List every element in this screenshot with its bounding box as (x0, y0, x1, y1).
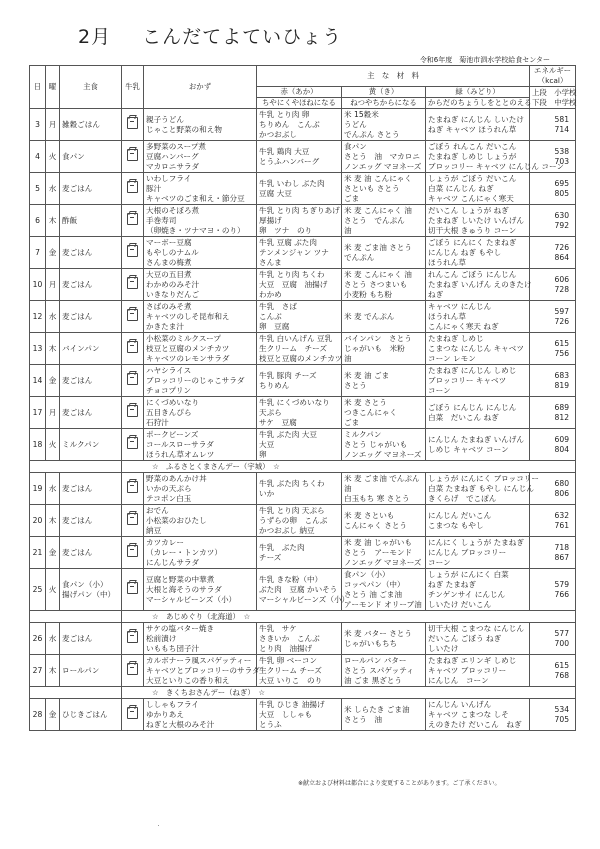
green-cell: たまねぎ にんじん しいたけ ねぎ キャベツ ほうれん草 (426, 109, 530, 141)
dishes-cell: カルボナーラ風スパゲッティー キャベツとブロッコリーのサラダ 大豆といりこの香り和え (144, 655, 257, 687)
milk-cell (122, 333, 144, 365)
dishes-cell: ハヤシライス ブロッコリーのじゃこサラダ チョコプリン (144, 365, 257, 397)
col-day: 日 (30, 66, 46, 109)
staple-cell: 雑穀ごはん (60, 109, 122, 141)
yellow-cell: 米 しらたき ごま油 さとう 油 (342, 699, 426, 731)
energy-cell: 695 805 (530, 173, 576, 205)
staple-cell: ひじきごはん (60, 699, 122, 731)
dishes-cell: サケの塩バター焼き 松前漬け いももち団子汁 (144, 623, 257, 655)
energy-cell: 577 700 (530, 623, 576, 655)
energy-cell: 534 705 (530, 699, 576, 731)
energy-cell: 597 726 (530, 301, 576, 333)
header-row (30, 66, 576, 87)
energy-cell: 632 761 (530, 505, 576, 537)
menu-row (30, 537, 576, 569)
yellow-cell: 米 麦 さといも こんにゃく さとう (342, 505, 426, 537)
milk-cell (122, 173, 144, 205)
staple-cell: ロールパン (60, 655, 122, 687)
weekday-cell: 水 (46, 301, 60, 333)
green-cell: たまねぎ にんじん しめじ ブロッコリー キャベツ コーン (426, 365, 530, 397)
energy-cell: 726 864 (530, 237, 576, 269)
weekday-cell: 金 (46, 537, 60, 569)
yellow-desc: ねつやちからになる (342, 98, 426, 109)
milk-cell (122, 205, 144, 237)
menu-row (30, 473, 576, 505)
energy-cell: 630 792 (530, 205, 576, 237)
weekday-cell: 月 (46, 269, 60, 301)
day-cell: 17 (30, 397, 46, 429)
energy-cell: 689 812 (530, 397, 576, 429)
energy-cell: 615 756 (530, 333, 576, 365)
milk-cell (122, 301, 144, 333)
red-cell: 牛乳 鶏肉 大豆 とうふハンバーグ (257, 141, 342, 173)
milk-carton-icon (127, 481, 138, 493)
milk-carton-icon (127, 117, 138, 129)
yellow-cell: 米 麦 油 こんにゃく さといも さとう ごま (342, 173, 426, 205)
weekday-cell: 金 (46, 699, 60, 731)
menu-row (30, 301, 576, 333)
energy-cell: 606 728 (530, 269, 576, 301)
yellow-cell: 米 麦 ごま油 でんぷん 油 白玉もち 寒 さとう (342, 473, 426, 505)
event-row-1: ☆ ふるさとくまさんデー（宇城） ☆ (30, 461, 576, 473)
staple-cell: 酢飯 (60, 205, 122, 237)
milk-cell (122, 623, 144, 655)
milk-cell (122, 141, 144, 173)
menu-body-4 (30, 699, 576, 731)
day-cell: 18 (30, 429, 46, 461)
weekday-cell: 木 (46, 655, 60, 687)
menu-row (30, 205, 576, 237)
milk-cell (122, 397, 144, 429)
red-cell: 牛乳 とり肉 ちぎりあげ 厚揚げ 卵 ツナ のり (257, 205, 342, 237)
energy-cell: 609 804 (530, 429, 576, 461)
dishes-cell: ししゃもフライ ゆかりあえ ねぎと大根のみそ汁 (144, 699, 257, 731)
red-cell: 牛乳 サケ さきいか こんぶ とり肉 油揚げ (257, 623, 342, 655)
milk-carton-icon (127, 373, 138, 385)
milk-carton-icon (127, 513, 138, 525)
red-cell: 牛乳 にくづめいなり 天ぷら サケ 豆腐 (257, 397, 342, 429)
menu-row (30, 623, 576, 655)
milk-cell (122, 429, 144, 461)
month-label: 2月 (78, 26, 112, 48)
day-cell: 5 (30, 173, 46, 205)
milk-carton-icon (127, 245, 138, 257)
menu-row (30, 397, 576, 429)
yellow-cell: ロールパン バター さとう スパゲッティ 油 ごま 黒ざとう (342, 655, 426, 687)
dishes-cell: いわしフライ 豚汁 キャベツのごま和え・節分豆 (144, 173, 257, 205)
dishes-cell: 大根のそぼろ煮 手巻寿司 （卵焼き・ツナマヨ・のり） (144, 205, 257, 237)
milk-cell (122, 699, 144, 731)
menu-row (30, 699, 576, 731)
green-cell: れんこん ごぼう にんじん たまねぎ いんげん えのきたけ ねぎ (426, 269, 530, 301)
weekday-cell: 水 (46, 623, 60, 655)
dishes-cell: 多野菜のスープ煮 豆腐ハンバーグ マカロニサラダ (144, 141, 257, 173)
col-energy: エネルギー （kcal） (530, 66, 576, 87)
staple-cell: 麦ごはん (60, 237, 122, 269)
milk-carton-icon (127, 437, 138, 449)
green-cell: にんにく しょうが たまねぎ にんじん ブロッコリー コーン (426, 537, 530, 569)
menu-row (30, 173, 576, 205)
weekday-cell: 金 (46, 365, 60, 397)
dishes-cell: 小松菜のミルクスープ 枝豆と豆腐のメンチカツ キャベツのレモンサラダ (144, 333, 257, 365)
staple-cell: 麦ごはん (60, 505, 122, 537)
weekday-cell: 木 (46, 333, 60, 365)
yellow-cell: 米 麦 バター さとう じゃがいもちち (342, 623, 426, 655)
col-red: 赤（あか） (257, 87, 342, 98)
menu-row (30, 655, 576, 687)
day-cell: 21 (30, 537, 46, 569)
col-dishes: おかず (144, 66, 257, 109)
day-cell: 27 (30, 655, 46, 687)
menu-body-2 (30, 473, 576, 611)
red-cell: 牛乳 ぶた肉 ちくわ いか (257, 473, 342, 505)
red-cell: 牛乳 きな粉（中） ぶた肉 豆腐 かいそう マーシャルビーンズ（小） (257, 569, 342, 611)
milk-carton-icon (127, 213, 138, 225)
yellow-cell: 米 麦 でんぷん (342, 301, 426, 333)
menu-body-1 (30, 109, 576, 461)
milk-carton-icon (127, 405, 138, 417)
red-cell: 牛乳 いわし ぶた肉 豆腐 大豆 (257, 173, 342, 205)
menu-row (30, 429, 576, 461)
yellow-cell: バインパン さとう じゃがいも 米粉 油 (342, 333, 426, 365)
green-cell: にんじん たまねぎ いんげん しめじ キャベツ コーン (426, 429, 530, 461)
dishes-cell: おでん 小松菜のおひたし 納豆 (144, 505, 257, 537)
weekday-cell: 水 (46, 173, 60, 205)
menu-row (30, 569, 576, 611)
milk-cell (122, 655, 144, 687)
milk-cell (122, 109, 144, 141)
menu-row (30, 269, 576, 301)
day-cell: 3 (30, 109, 46, 141)
green-cell: しょうが ごぼう だいこん 白菜 にんじん ねぎ キャベツ こんにゃく寒天 (426, 173, 530, 205)
green-cell: だいこん しょうが ねぎ たまねぎ しいたけ いんげん 切干大根 きゅうり コーン (426, 205, 530, 237)
red-cell: 牛乳 ひじき 油揚げ 大豆 ししゃも とうふ (257, 699, 342, 731)
day-cell: 7 (30, 237, 46, 269)
energy-cell: 718 867 (530, 537, 576, 569)
energy-cell: 680 806 (530, 473, 576, 505)
page-title (78, 22, 342, 49)
menu-row (30, 141, 576, 173)
dishes-cell: 豆腐と野菜の中華煮 大根と海そうのサラダ マーシャルビーンズ（小） (144, 569, 257, 611)
milk-carton-icon (127, 545, 138, 557)
day-cell: 12 (30, 301, 46, 333)
dishes-cell: 親子うどん じゃこと野菜の和え物 (144, 109, 257, 141)
col-green: 緑（みどり） (426, 87, 530, 98)
red-cell: 牛乳 豚肉 チーズ ちりめん (257, 365, 342, 397)
dishes-cell: 野菜のあんかけ丼 いかの天ぷら テコポン白玉 (144, 473, 257, 505)
weekday-cell: 火 (46, 569, 60, 611)
milk-carton-icon (127, 341, 138, 353)
day-cell: 20 (30, 505, 46, 537)
day-cell: 6 (30, 205, 46, 237)
weekday-cell: 木 (46, 205, 60, 237)
day-cell: 10 (30, 269, 46, 301)
menu-row (30, 237, 576, 269)
weekday-cell: 水 (46, 473, 60, 505)
yellow-cell: 米 麦 油 ごま さとう (342, 365, 426, 397)
energy-cell: 581 714 (530, 109, 576, 141)
staple-cell: 麦ごはん (60, 397, 122, 429)
red-cell: 牛乳 とり肉 ちくわ 大豆 豆腐 油揚げ わかめ (257, 269, 342, 301)
menu-row (30, 109, 576, 141)
dishes-cell: にくづめいなり 五目きんぴら 石狩汁 (144, 397, 257, 429)
red-cell: 牛乳 白いんげん 豆乳 生クリーム チーズ 枝豆と豆腐のメンチカツ (257, 333, 342, 365)
green-cell: たまねぎ エリンギ しめじ キャベツ ブロッコリー にんじん コーン (426, 655, 530, 687)
energy-cell: 538 703 (530, 141, 576, 173)
milk-carton-icon (127, 181, 138, 193)
menu-row (30, 505, 576, 537)
weekday-cell: 木 (46, 505, 60, 537)
yellow-cell: 米 麦 こんにゃく 油 さとう でんぷん 油 (342, 205, 426, 237)
red-cell: 牛乳 卵 ベーコン 生クリーム チーズ 大豆 いりこ のり (257, 655, 342, 687)
milk-carton-icon (127, 663, 138, 675)
staple-cell: ミルクパン (60, 429, 122, 461)
col-ingredients: 主 な 材 料 (257, 66, 530, 87)
weekday-cell: 火 (46, 141, 60, 173)
milk-carton-icon (127, 707, 138, 719)
green-cell: たまねぎ しめじ こまつな にんじん キャベツ コーン レモン (426, 333, 530, 365)
staple-cell: バインパン (60, 333, 122, 365)
yellow-cell: 食パン さとう 油 マカロニ ノンエッグ マヨネーズ (342, 141, 426, 173)
dishes-cell: マーボー豆腐 もやしのナムル さんまの梅煮 (144, 237, 257, 269)
staple-cell: 麦ごはん (60, 173, 122, 205)
yellow-cell: 米 麦 さとう つきこんにゃく ごま (342, 397, 426, 429)
energy-cell: 615 768 (530, 655, 576, 687)
staple-cell: 麦ごはん (60, 269, 122, 301)
milk-carton-icon (127, 277, 138, 289)
col-milk: 牛乳 (122, 66, 144, 109)
staple-cell: 食パン（小） 揚げパン（中） (60, 569, 122, 611)
col-yellow: 黄（き） (342, 87, 426, 98)
day-cell: 14 (30, 365, 46, 397)
menu-title: こんだてよていひょう (142, 26, 343, 48)
yellow-cell: ミルクパン さとう じゃがいも ノンエッグ マヨネーズ (342, 429, 426, 461)
milk-cell (122, 505, 144, 537)
red-cell: 牛乳 さば こんぶ 卵 豆腐 (257, 301, 342, 333)
day-cell: 25 (30, 569, 46, 611)
green-desc: からだのちょうしをととのえる (426, 98, 530, 109)
milk-carton-icon (127, 309, 138, 321)
red-cell: 牛乳 とり肉 卵 ちりめん こんぶ かつおぶし (257, 109, 342, 141)
day-cell: 28 (30, 699, 46, 731)
yellow-cell: 米 麦 こんにゃく 油 さとう さつまいも 小麦粉 もち粉 (342, 269, 426, 301)
weekday-cell: 月 (46, 109, 60, 141)
col-weekday: 曜 (46, 66, 60, 109)
weekday-cell: 月 (46, 397, 60, 429)
menu-table (29, 65, 576, 731)
green-cell: しょうが にんにく ブロッコリー 白菜 たまねぎ もやし にんじん きくらげ でこぽん (426, 473, 530, 505)
yellow-cell: 米 麦 ごま油 さとう でんぷん (342, 237, 426, 269)
green-cell: ごぼう にんにく たまねぎ にんじん ねぎ もやし ほうれん草 (426, 237, 530, 269)
day-cell: 4 (30, 141, 46, 173)
event-row-2: ☆ あじめぐり（北海道） ☆ (30, 611, 576, 623)
event-row-3: ☆ きくちおさんデー（ねぎ） ☆ (30, 687, 576, 699)
milk-carton-icon (127, 631, 138, 643)
day-cell: 19 (30, 473, 46, 505)
milk-carton-icon (127, 149, 138, 161)
milk-cell (122, 237, 144, 269)
milk-cell (122, 473, 144, 505)
col-staple: 主食 (60, 66, 122, 109)
staple-cell: 麦ごはん (60, 473, 122, 505)
menu-row (30, 365, 576, 397)
green-cell: キャベツ にんじん ほうれん草 こんにゃく寒天 ねぎ (426, 301, 530, 333)
red-cell: 牛乳 とり肉 天ぷら うずらの卵 こんぶ かつおぶし 納豆 (257, 505, 342, 537)
energy-note: 上段 小学校 下段 中学校 (530, 87, 576, 109)
red-cell: 牛乳 ぶた肉 チーズ (257, 537, 342, 569)
yellow-cell: 米 麦 油 じゃがいも さとう アーモンド ノンエッグ マヨネーズ (342, 537, 426, 569)
speck (158, 825, 159, 826)
dishes-cell: カツカレー （カレー・トンカツ） にんじんサラダ (144, 537, 257, 569)
center-name: 令和6年度 菊池市泗水学校給食センター (419, 56, 550, 64)
milk-cell (122, 537, 144, 569)
footnote: ※献立および材料は都合により変更することがあります。ご了承ください。 (298, 780, 501, 787)
milk-carton-icon (127, 582, 138, 594)
milk-cell (122, 569, 144, 611)
staple-cell: 食パン (60, 141, 122, 173)
red-desc: ちやにくやほねになる (257, 98, 342, 109)
green-cell: にんじん だいこん こまつな もやし (426, 505, 530, 537)
green-cell: 切干大根 こまつな にんじん だいこん ごぼう ねぎ しいたけ (426, 623, 530, 655)
weekday-cell: 火 (46, 429, 60, 461)
staple-cell: 麦ごはん (60, 365, 122, 397)
menu-body-3 (30, 623, 576, 687)
dishes-cell: さばのみそ煮 キャベツのしそ昆布和え かきたま汁 (144, 301, 257, 333)
weekday-cell: 金 (46, 237, 60, 269)
day-cell: 26 (30, 623, 46, 655)
green-cell: ごぼう れんこん だいこん たまねぎ しめじ しょうが ブロッコリー キャベツ にんじん コーン (426, 141, 530, 173)
dishes-cell: ポークビーンズ コールスローサラダ ほうれん草オムレツ (144, 429, 257, 461)
staple-cell: 麦ごはん (60, 301, 122, 333)
energy-cell: 579 766 (530, 569, 576, 611)
yellow-cell: 食パン（小） コッペパン（中） さとう 油 ごま油 アーモンド オリーブ油 (342, 569, 426, 611)
menu-row (30, 333, 576, 365)
milk-cell (122, 269, 144, 301)
red-cell: 牛乳 ぶた肉 大豆 大豆 卵 (257, 429, 342, 461)
green-cell: ごぼう にんじん にんじん 白菜 だいこん ねぎ (426, 397, 530, 429)
green-cell: しょうが にんにく 白菜 ねぎ たまねぎ チンゲンサイ にんじん しいたけ だいこん (426, 569, 530, 611)
energy-cell: 683 819 (530, 365, 576, 397)
red-cell: 牛乳 豆腐 ぶた肉 テンメンジャン ツナ さんま (257, 237, 342, 269)
dishes-cell: 大豆の五目煮 わかめのみそ汁 いきなりだんご (144, 269, 257, 301)
day-cell: 13 (30, 333, 46, 365)
green-cell: にんじん いんげん キャベツ こまつな しそ えのきたけ だいこん ねぎ (426, 699, 530, 731)
staple-cell: 麦ごはん (60, 537, 122, 569)
staple-cell: 麦ごはん (60, 623, 122, 655)
yellow-cell: 米 15穀米 うどん でんぷん さとう (342, 109, 426, 141)
milk-cell (122, 365, 144, 397)
